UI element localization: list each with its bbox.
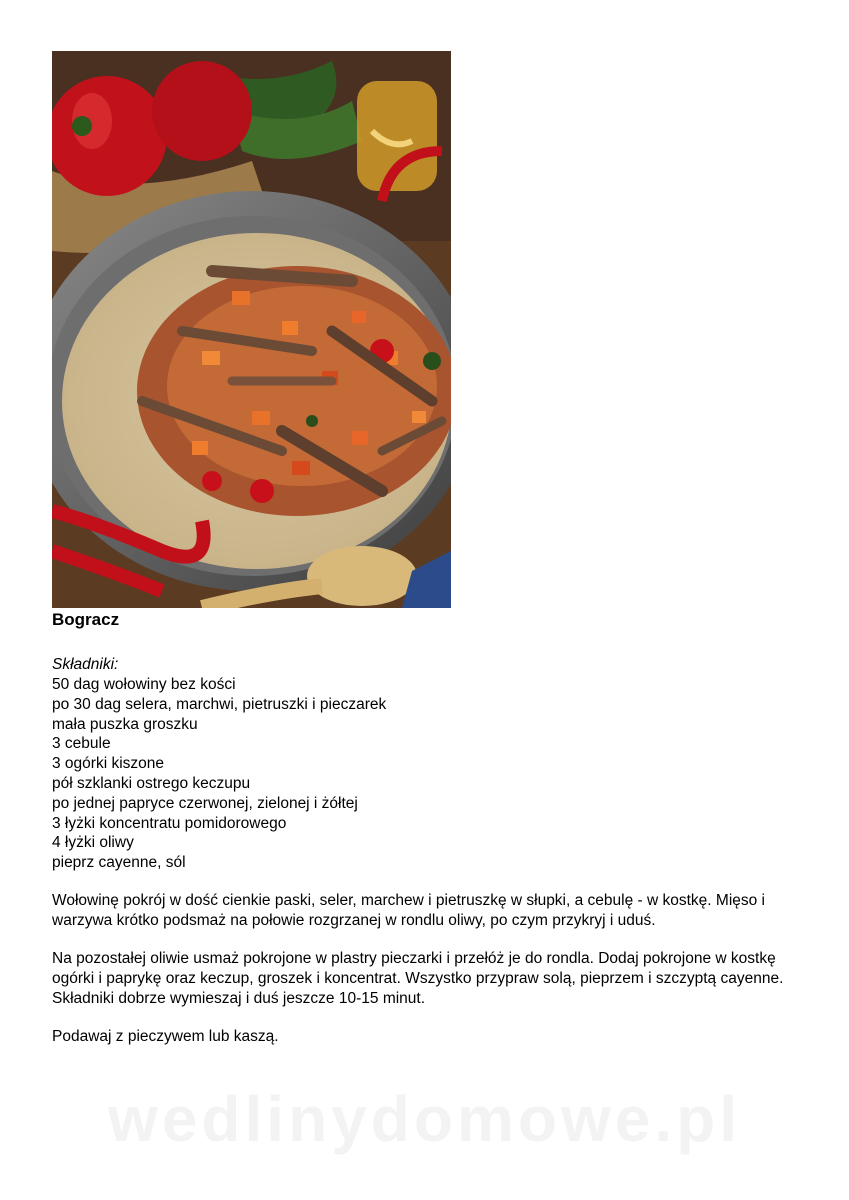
dish-photo xyxy=(52,51,451,608)
ingredient-item: pieprz cayenne, sól xyxy=(52,854,186,872)
ingredient-item: po jednej papryce czerwonej, zielonej i żółtej xyxy=(52,794,358,812)
ingredient-item: 3 ogórki kiszone xyxy=(52,755,165,773)
site-watermark: wedlinydomowe.pl xyxy=(108,1083,741,1155)
ingredient-item: 3 łyżki koncentratu pomidorowego xyxy=(52,814,287,832)
step-paragraph: Wołowinę pokrój w dość cienkie paski, seler, marchew i pietruszkę w słupki, a cebulę - w kostkę. Mięso i warzywa krótko podsmaż na połowie rozgrzanej w rondlu oliwy, po czym przykryj i uduś. xyxy=(52,892,765,929)
ingredient-item: pół szklanki ostrego keczupu xyxy=(52,774,251,792)
ingredient-item: mała puszka groszku xyxy=(52,715,198,733)
ingredient-item: 3 cebule xyxy=(52,735,111,753)
ingredients-heading: Składniki: xyxy=(52,656,119,673)
ingredients-list xyxy=(52,675,386,873)
ingredient-item: 4 łyżki oliwy xyxy=(52,834,134,852)
ingredient-item: po 30 dag selera, marchwi, pietruszki i pieczarek xyxy=(52,695,387,713)
recipe-title: Bogracz xyxy=(52,610,120,629)
step-paragraph: Na pozostałej oliwie usmaż pokrojone w plastry pieczarki i przełóż je do rondla. Dodaj pokrojone w kostkę ogórki i paprykę oraz keczup, groszek i koncentrat. Wszystko przypraw solą, pieprzem i szczyptą cayenne. Składniki dobrze wymieszaj i duś jeszcze 10-15 minut. xyxy=(52,950,784,1007)
step-paragraph: Podawaj z pieczywem lub kaszą. xyxy=(52,1028,279,1045)
ingredient-item: 50 dag wołowiny bez kości xyxy=(52,676,236,693)
